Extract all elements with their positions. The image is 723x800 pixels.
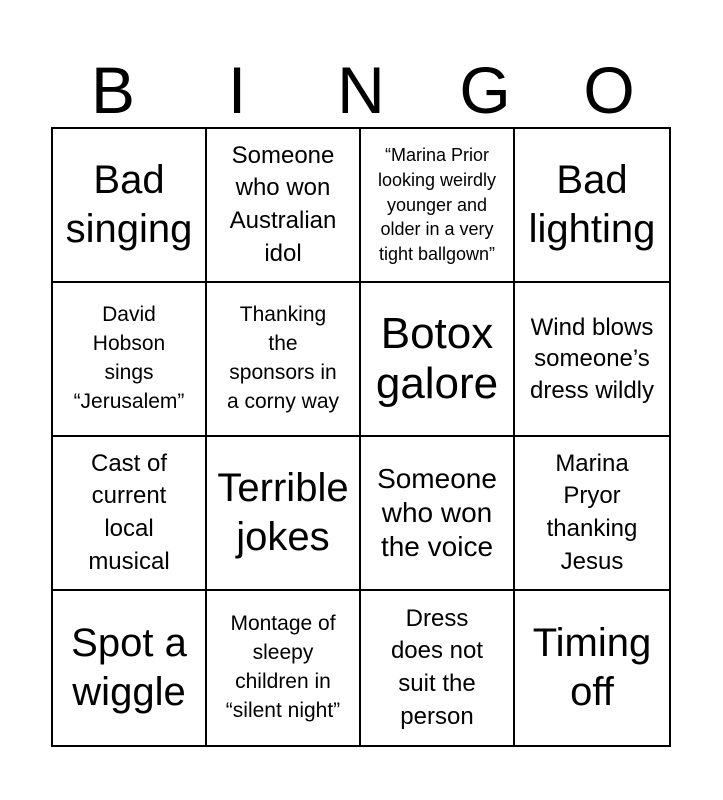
bingo-cell[interactable]	[207, 283, 361, 437]
header-letter-o: O	[583, 53, 635, 127]
cell-text: Terrible jokes	[217, 466, 349, 559]
bingo-cell[interactable]	[207, 129, 361, 283]
bingo-cell[interactable]	[515, 283, 669, 437]
bingo-cell[interactable]	[361, 591, 515, 745]
cell-text: Montage of sleepy children in “silent night”	[225, 612, 341, 722]
cell-text: Thanking the sponsors in a corny way	[226, 303, 340, 413]
cell-text: Timing off	[532, 621, 652, 714]
bingo-cell[interactable]	[207, 591, 361, 745]
bingo-cell[interactable]	[515, 591, 669, 745]
header-letter-b: B	[90, 53, 136, 127]
header-letter-g: G	[459, 53, 511, 127]
cell-text: Botox galore	[375, 308, 499, 408]
bingo-cell[interactable]	[53, 283, 207, 437]
cell-text: Someone who won the voice	[377, 462, 497, 563]
bingo-cell[interactable]	[207, 437, 361, 591]
cell-text: Bad lighting	[528, 158, 656, 251]
cell-text: Wind blows someone’s dress wildly	[529, 314, 655, 404]
header-letter-n: N	[337, 53, 385, 127]
header-letter-i: I	[227, 53, 247, 127]
cell-text: “Marina Prior looking weirdly younger and older in a very tight ballgown”	[377, 144, 497, 265]
bingo-cell[interactable]	[515, 437, 669, 591]
cell-text: Bad singing	[65, 158, 193, 251]
bingo-cell[interactable]	[515, 129, 669, 283]
cell-text: Dress does not suit the person	[390, 604, 484, 730]
bingo-cell[interactable]	[53, 129, 207, 283]
cell-text: Spot a wiggle	[71, 621, 187, 714]
bingo-cell[interactable]	[361, 437, 515, 591]
bingo-cell[interactable]	[361, 283, 515, 437]
cell-text: David Hobson sings “Jerusalem”	[73, 303, 185, 413]
cell-text: Cast of current local musical	[88, 449, 170, 575]
bingo-cell[interactable]	[361, 129, 515, 283]
cell-text: Marina Pryor thanking Jesus	[546, 449, 638, 575]
bingo-header	[51, 52, 671, 128]
bingo-board	[51, 127, 671, 747]
bingo-cell[interactable]	[53, 437, 207, 591]
bingo-cell[interactable]	[53, 591, 207, 745]
cell-text: Someone who won Australian idol	[229, 141, 337, 267]
